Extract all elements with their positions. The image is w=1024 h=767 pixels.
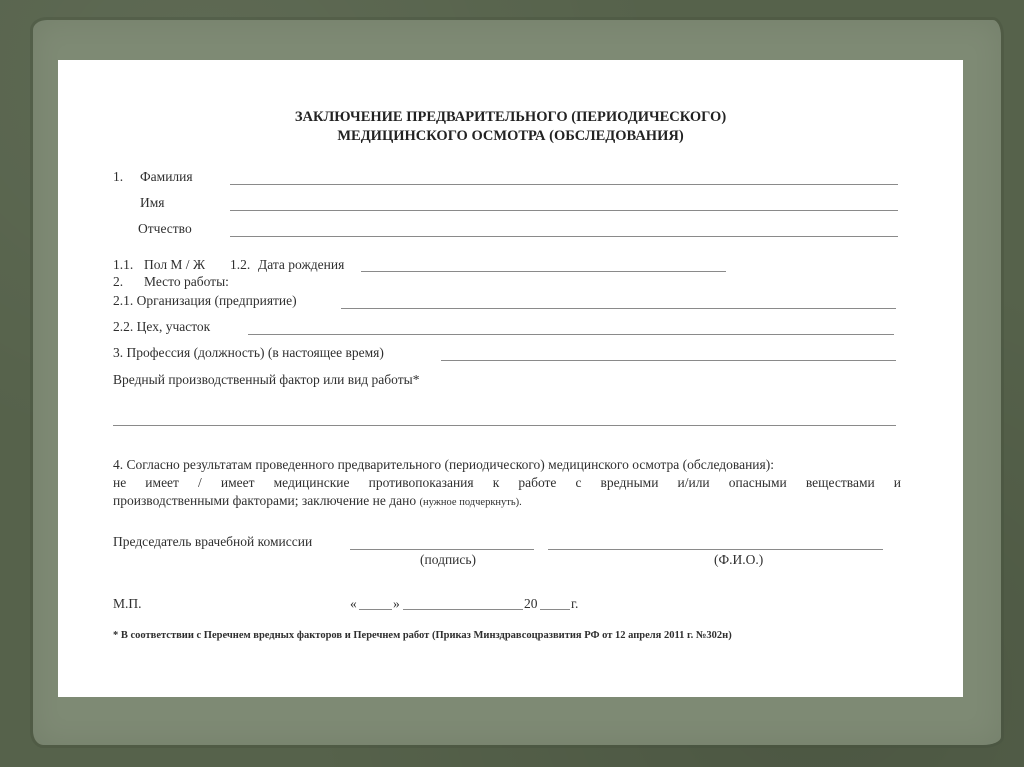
footnote: * В соответствии с Перечнем вредных факторов и Перечнем работ (Приказ Минздравсоцразвития РФ от 12 апреля 2011 г. №302н) (113, 630, 732, 641)
section-2-number: 2. (113, 274, 124, 289)
profession-field[interactable] (441, 360, 896, 361)
option-separator: / (198, 475, 202, 490)
workshop-field[interactable] (248, 334, 894, 335)
medical-conclusion-form (58, 60, 963, 697)
gender-label: Пол М / Ж (144, 257, 206, 272)
commission-chair-label: Председатель врачебной комиссии (113, 534, 313, 549)
organization-field[interactable] (341, 308, 896, 309)
date-month-field[interactable] (403, 609, 523, 610)
option-conclusion-not-given[interactable]: производственными факторами; заключение не дано (113, 493, 417, 508)
organization-label: 2.1. Организация (предприятие) (113, 293, 297, 308)
stamp-place-label: М.П. (113, 596, 142, 611)
signature-caption: (подпись) (420, 552, 477, 567)
first-name-field[interactable] (230, 210, 898, 211)
full-name-field[interactable] (548, 549, 883, 550)
option-word[interactable]: имеет (145, 475, 179, 490)
option-no-contraindications[interactable]: не (113, 475, 127, 490)
form-title-line-1: ЗАКЛЮЧЕНИЕ ПРЕДВАРИТЕЛЬНОГО (ПЕРИОДИЧЕСКОГО) (294, 109, 727, 125)
section-1-2-number: 1.2. (230, 257, 251, 272)
year-suffix: г. (571, 596, 579, 611)
section-4-line-3 (113, 493, 522, 509)
text-word: работе (518, 475, 557, 490)
signature-field[interactable] (350, 549, 534, 550)
surname-label: Фамилия (140, 169, 193, 184)
date-of-birth-field[interactable] (361, 271, 726, 272)
contraindication-options (113, 474, 901, 492)
text-word: с вредными (575, 475, 659, 490)
text-word: противопоказания (368, 475, 474, 490)
hazard-factor-field[interactable] (113, 425, 896, 426)
text-word: веществами (805, 475, 875, 490)
date-open-quote: « (350, 596, 357, 611)
option-has-contraindications[interactable]: имеет (220, 475, 255, 490)
patronymic-label: Отчество (138, 221, 192, 236)
text-word: медицинские (273, 475, 350, 490)
workshop-label: 2.2. Цех, участок (113, 319, 211, 334)
text-word: к (492, 475, 500, 490)
first-name-label: Имя (140, 195, 165, 210)
form-title (58, 108, 963, 146)
date-of-birth-label: Дата рождения (258, 257, 345, 272)
profession-label: 3. Профессия (должность) (в настоящее время) (113, 345, 384, 360)
hazard-factor-label: Вредный производственный фактор или вид работы* (113, 372, 420, 387)
surname-field[interactable] (230, 184, 898, 185)
date-year-field[interactable] (540, 609, 570, 610)
date-close-quote: » (393, 596, 400, 611)
section-4-intro: 4. Согласно результатам проведенного предварительного (периодического) медицинского осмотра (обследования): (113, 457, 774, 472)
text-word: и/или (677, 475, 710, 490)
text-word: и (893, 475, 902, 490)
section-1-number: 1. (113, 169, 124, 184)
date-day-field[interactable] (359, 609, 392, 610)
text-word: опасными (728, 475, 787, 490)
form-title-line-2: МЕДИЦИНСКОГО ОСМОТРА (ОБСЛЕДОВАНИЯ) (337, 128, 684, 144)
underline-note: (нужное подчеркнуть). (419, 497, 522, 508)
workplace-label: Место работы: (144, 274, 229, 289)
patronymic-field[interactable] (230, 236, 898, 237)
section-1-1-number: 1.1. (113, 257, 134, 272)
year-prefix: 20 (524, 596, 538, 611)
full-name-caption: (Ф.И.О.) (714, 552, 764, 567)
